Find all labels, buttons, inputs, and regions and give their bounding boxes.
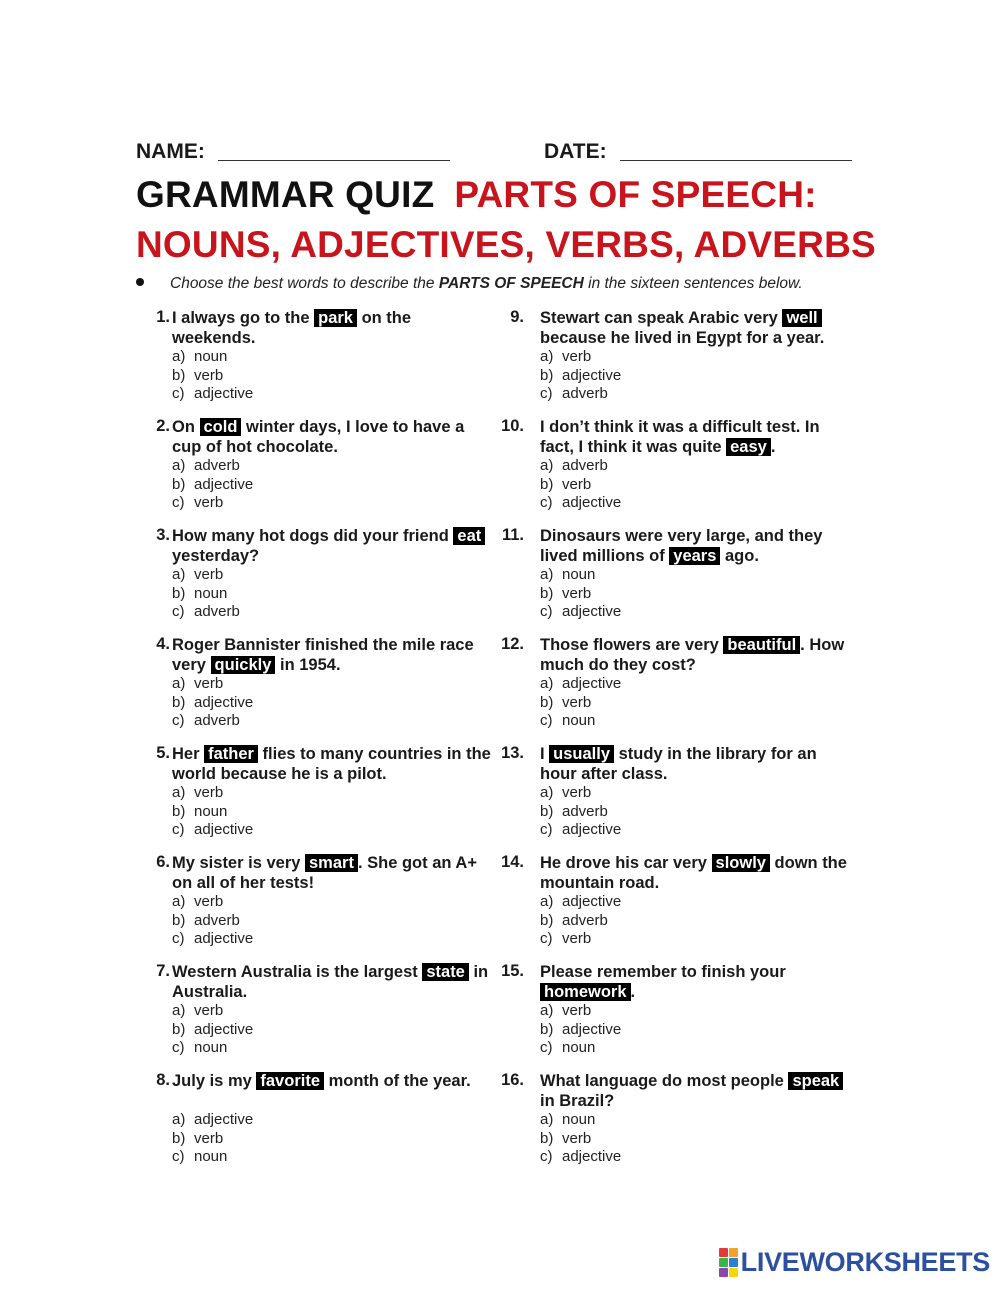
highlighted-word: smart (305, 854, 358, 872)
question-number: 14. (501, 853, 524, 871)
logo-block (719, 1248, 728, 1257)
question-text (540, 853, 850, 893)
answer-options (172, 457, 253, 513)
question-number: 13. (501, 744, 524, 762)
question-text-segment: Those flowers are very (540, 636, 724, 654)
question-text-segment: yesterday? (172, 547, 260, 565)
answer-options (540, 1111, 621, 1167)
highlighted-word: park (314, 309, 357, 327)
question-text (172, 526, 492, 566)
option-letter: c) (540, 603, 553, 621)
question-text (172, 962, 492, 1002)
question-text-segment: Roger Bannister finished the mile race very (172, 636, 474, 674)
answer-option[interactable] (540, 385, 621, 404)
answer-option[interactable] (540, 912, 621, 931)
answer-option[interactable] (172, 476, 253, 495)
logo-block (719, 1268, 728, 1277)
option-text: noun (562, 1111, 596, 1128)
option-letter: b) (540, 1020, 554, 1038)
option-text: verb (194, 366, 224, 384)
answer-option[interactable] (540, 1111, 621, 1130)
option-letter: a) (172, 1002, 186, 1019)
option-text: verb (194, 1129, 224, 1147)
question-text-segment: What language do most people (540, 1072, 789, 1090)
option-letter: b) (172, 911, 186, 929)
question-text-segment: down the mountain road. (540, 854, 847, 892)
question-text (540, 962, 850, 1002)
question-text-segment: ago. (720, 547, 759, 565)
option-text: verb (194, 675, 224, 692)
option-letter: b) (540, 366, 554, 384)
question-text-segment: . (630, 983, 636, 1001)
answer-options (172, 675, 253, 731)
question-16 (494, 1071, 854, 1180)
option-letter: b) (540, 693, 554, 711)
option-text: verb (562, 1002, 592, 1019)
option-letter: a) (540, 675, 554, 692)
option-text: adjective (194, 385, 254, 403)
name-field[interactable] (218, 160, 450, 161)
answer-option[interactable] (540, 1039, 621, 1058)
option-text: noun (194, 348, 228, 365)
question-text-segment: He drove his car very (540, 854, 712, 872)
option-letter: a) (172, 348, 186, 365)
answer-option[interactable] (540, 1130, 621, 1149)
question-text-segment: July is my (172, 1072, 257, 1090)
option-text: adverb (562, 385, 608, 403)
answer-options (540, 893, 621, 949)
question-text-segment: . (770, 438, 776, 456)
highlighted-word: years (669, 547, 720, 565)
option-letter: b) (540, 911, 554, 929)
question-text-segment: study in the library for an hour after class. (540, 745, 817, 783)
question-text-segment: My sister is very (172, 854, 305, 872)
option-text: adjective (194, 930, 254, 948)
option-text: adjective (194, 1020, 254, 1038)
option-letter: b) (172, 802, 186, 820)
option-letter: a) (540, 784, 554, 801)
option-text: adverb (194, 457, 240, 474)
question-text (172, 744, 492, 784)
option-letter: a) (540, 893, 554, 910)
question-text (540, 417, 850, 457)
answer-option[interactable] (540, 1002, 621, 1021)
question-9 (494, 308, 854, 417)
option-text: verb (194, 494, 224, 512)
question-text-segment: Please remember to finish your (540, 963, 786, 981)
option-text: adjective (562, 675, 622, 692)
highlighted-word: usually (549, 745, 614, 763)
question-text-segment: I always go to the (172, 309, 315, 327)
option-text: verb (562, 584, 592, 602)
option-text: adverb (562, 802, 608, 820)
answer-option[interactable] (172, 784, 253, 803)
answer-option[interactable] (540, 803, 621, 822)
answer-option[interactable] (172, 912, 253, 931)
option-text: adjective (562, 603, 622, 621)
option-letter: b) (172, 475, 186, 493)
highlighted-word: well (782, 309, 821, 327)
question-text (172, 308, 492, 348)
question-2 (136, 417, 496, 526)
title-grammar-quiz: GRAMMAR QUIZ (136, 174, 435, 215)
option-letter: c) (540, 1148, 553, 1166)
question-number: 12. (501, 635, 524, 653)
answer-option[interactable] (540, 566, 621, 585)
question-15 (494, 962, 854, 1071)
answer-option[interactable] (172, 1002, 253, 1021)
answer-option[interactable] (172, 821, 253, 840)
answer-option[interactable] (172, 603, 240, 622)
question-number: 15. (501, 962, 524, 980)
question-number: 11. (501, 526, 524, 544)
option-text: verb (194, 893, 224, 910)
answer-option[interactable] (172, 1111, 253, 1130)
option-text: adjective (194, 475, 254, 493)
answer-option[interactable] (172, 1039, 253, 1058)
highlighted-word: slowly (712, 854, 770, 872)
answer-options (540, 784, 621, 840)
answer-options (172, 893, 253, 949)
option-text: adverb (194, 911, 240, 929)
answer-option[interactable] (540, 367, 621, 386)
question-text (172, 853, 492, 893)
answer-option[interactable] (172, 675, 253, 694)
question-14 (494, 853, 854, 962)
question-text (172, 635, 492, 675)
question-text-segment: Stewart can speak Arabic very (540, 309, 783, 327)
option-text: adjective (562, 1148, 622, 1166)
date-field[interactable] (620, 160, 852, 161)
answer-options (540, 1002, 621, 1058)
option-text: verb (562, 348, 592, 365)
question-text (540, 744, 850, 784)
question-number: 8. (156, 1071, 170, 1089)
question-text-segment: month of the year. (324, 1072, 471, 1090)
question-text-segment: . She got an A+ on all of her tests! (172, 854, 477, 892)
option-text: verb (562, 475, 592, 493)
option-text: noun (194, 1148, 228, 1166)
option-text: noun (194, 1039, 228, 1057)
question-number: 1. (156, 308, 170, 326)
name-label: NAME: (136, 140, 205, 163)
option-text: verb (194, 1002, 224, 1019)
option-letter: c) (172, 1148, 185, 1166)
option-letter: a) (172, 784, 186, 801)
option-text: adjective (194, 821, 254, 839)
question-text-segment: on the weekends. (172, 309, 412, 347)
option-letter: b) (540, 1129, 554, 1147)
question-number: 16. (501, 1071, 524, 1089)
answer-option[interactable] (172, 348, 253, 367)
option-letter: a) (540, 1111, 554, 1128)
highlighted-word: homework (540, 983, 631, 1001)
option-text: verb (562, 693, 592, 711)
option-letter: c) (172, 821, 185, 839)
instructions-before: Choose the best words to describe the (170, 275, 439, 292)
instructions-bold: PARTS OF SPEECH (438, 275, 584, 292)
option-text: verb (562, 930, 592, 948)
option-text: adverb (194, 712, 240, 730)
option-text: noun (562, 566, 596, 583)
title-parts-of-speech: PARTS OF SPEECH: (454, 174, 817, 215)
option-letter: a) (540, 1002, 554, 1019)
answer-option[interactable] (540, 930, 621, 949)
question-12 (494, 635, 854, 744)
option-letter: a) (540, 566, 554, 583)
question-text-segment: I (540, 745, 550, 763)
header-row (136, 140, 856, 168)
option-text: verb (194, 784, 224, 801)
question-text-segment: I don’t think it was a difficult test. In fact, I think it was quite (540, 418, 820, 456)
highlighted-word: easy (726, 438, 771, 456)
answer-option[interactable] (540, 784, 621, 803)
option-letter: c) (540, 494, 553, 512)
liveworksheets-logo (719, 1247, 990, 1277)
question-6 (136, 853, 496, 962)
logo-block (729, 1268, 738, 1277)
question-3 (136, 526, 496, 635)
question-number: 6. (156, 853, 170, 871)
questions-left-column (136, 308, 496, 1180)
instructions-after: in the sixteen sentences below. (583, 275, 803, 292)
page-subtitle: NOUNS, ADJECTIVES, VERBS, ADVERBS (136, 224, 876, 265)
question-text-segment: . How much do they cost? (540, 636, 845, 674)
option-letter: c) (540, 712, 553, 730)
option-text: noun (194, 584, 228, 602)
highlighted-word: father (204, 745, 258, 763)
question-number: 10. (501, 417, 524, 435)
question-7 (136, 962, 496, 1071)
highlighted-word: cold (200, 418, 242, 436)
option-letter: c) (540, 385, 553, 403)
option-letter: c) (540, 821, 553, 839)
option-text: noun (562, 712, 596, 730)
option-text: verb (562, 1129, 592, 1147)
logo-text: LIVEWORKSHEETS (740, 1246, 990, 1277)
question-number: 2. (156, 417, 170, 435)
question-text-segment: winter days, I love to have a cup of hot chocolate. (172, 418, 465, 456)
question-text-segment: flies to many countries in the world because he is a pilot. (172, 745, 491, 783)
option-letter: b) (540, 584, 554, 602)
answer-options (540, 457, 621, 513)
question-11 (494, 526, 854, 635)
question-number: 5. (156, 744, 170, 762)
question-number: 3. (156, 526, 170, 544)
option-letter: c) (540, 1039, 553, 1057)
option-letter: c) (172, 385, 185, 403)
highlighted-word: beautiful (723, 636, 800, 654)
option-text: adverb (194, 603, 240, 621)
option-text: noun (194, 802, 228, 820)
answer-option[interactable] (540, 821, 621, 840)
question-13 (494, 744, 854, 853)
date-label: DATE: (544, 140, 607, 163)
questions-right-column (494, 308, 854, 1180)
answer-option[interactable] (540, 494, 621, 513)
question-number: 9. (510, 308, 524, 326)
option-letter: a) (172, 893, 186, 910)
answer-options (172, 1111, 253, 1167)
answer-option[interactable] (172, 585, 240, 604)
answer-option[interactable] (540, 603, 621, 622)
answer-options (540, 675, 621, 731)
answer-option[interactable] (172, 712, 253, 731)
highlighted-word: eat (453, 527, 485, 545)
option-text: adjective (562, 821, 622, 839)
answer-option[interactable] (172, 1148, 253, 1167)
question-1 (136, 308, 496, 417)
option-letter: b) (172, 1129, 186, 1147)
question-text-segment: Western Australia is the largest (172, 963, 423, 981)
option-letter: a) (172, 457, 186, 474)
question-text-segment: Her (172, 745, 205, 763)
answer-option[interactable] (540, 457, 621, 476)
option-text: adjective (194, 693, 254, 711)
option-letter: a) (172, 1111, 186, 1128)
option-letter: c) (172, 494, 185, 512)
answer-option[interactable] (172, 457, 253, 476)
answer-option[interactable] (172, 1130, 253, 1149)
logo-block (729, 1248, 738, 1257)
answer-option[interactable] (172, 694, 253, 713)
option-letter: b) (172, 366, 186, 384)
question-number: 7. (156, 962, 170, 980)
answer-option[interactable] (172, 385, 253, 404)
option-letter: a) (172, 566, 186, 583)
question-8 (136, 1071, 496, 1180)
question-text-segment: On (172, 418, 200, 436)
option-letter: c) (172, 712, 185, 730)
option-letter: b) (172, 693, 186, 711)
answer-options (540, 348, 621, 404)
question-text-segment: because he lived in Egypt for a year. (540, 329, 825, 347)
answer-option[interactable] (540, 675, 621, 694)
answer-option[interactable] (540, 348, 621, 367)
answer-option[interactable] (172, 1021, 253, 1040)
option-text: adverb (562, 457, 608, 474)
option-letter: c) (540, 930, 553, 948)
option-text: adjective (562, 494, 622, 512)
answer-options (172, 1002, 253, 1058)
answer-options (172, 566, 240, 622)
option-text: verb (194, 566, 224, 583)
question-text-segment: in Brazil? (540, 1092, 615, 1110)
option-letter: b) (172, 1020, 186, 1038)
answer-option[interactable] (172, 494, 253, 513)
question-text (540, 526, 850, 566)
answer-option[interactable] (540, 585, 621, 604)
highlighted-word: state (422, 963, 469, 981)
logo-blocks-icon (719, 1248, 738, 1277)
option-text: adverb (562, 911, 608, 929)
answer-options (172, 784, 253, 840)
logo-block (719, 1258, 728, 1267)
option-text: noun (562, 1039, 596, 1057)
answer-options (172, 348, 253, 404)
logo-block (729, 1258, 738, 1267)
option-letter: a) (540, 457, 554, 474)
bullet-icon (136, 278, 144, 286)
answer-option[interactable] (540, 1021, 621, 1040)
answer-option[interactable] (172, 803, 253, 822)
answer-option[interactable] (540, 893, 621, 912)
option-letter: a) (540, 348, 554, 365)
question-text-segment: How many hot dogs did your friend (172, 527, 454, 545)
answer-option[interactable] (172, 566, 240, 585)
question-text-segment: in Australia. (172, 963, 489, 1001)
highlighted-word: quickly (211, 656, 276, 674)
question-4 (136, 635, 496, 744)
highlighted-word: favorite (256, 1072, 324, 1090)
question-text-segment: Dinosaurs were very large, and they lived millions of (540, 527, 823, 565)
option-letter: b) (172, 584, 186, 602)
option-letter: b) (540, 802, 554, 820)
answer-option[interactable] (540, 694, 621, 713)
option-text: adjective (562, 893, 622, 910)
question-text (172, 1071, 492, 1091)
highlighted-word: speak (788, 1072, 843, 1090)
option-text: adjective (194, 1111, 254, 1128)
question-text (540, 1071, 850, 1111)
option-text: adjective (562, 366, 622, 384)
option-letter: b) (540, 475, 554, 493)
question-10 (494, 417, 854, 526)
answer-options (540, 566, 621, 622)
instructions (136, 275, 803, 293)
answer-option[interactable] (540, 1148, 621, 1167)
answer-option[interactable] (540, 712, 621, 731)
question-text (172, 417, 492, 457)
question-text (540, 635, 850, 675)
page-title (136, 174, 817, 216)
question-5 (136, 744, 496, 853)
answer-option[interactable] (172, 893, 253, 912)
question-number: 4. (156, 635, 170, 653)
option-letter: a) (172, 675, 186, 692)
question-text (540, 308, 850, 348)
answer-option[interactable] (172, 930, 253, 949)
answer-option[interactable] (540, 476, 621, 495)
question-text-segment: in 1954. (275, 656, 341, 674)
option-letter: c) (172, 930, 185, 948)
option-text: adjective (562, 1020, 622, 1038)
option-letter: c) (172, 1039, 185, 1057)
answer-option[interactable] (172, 367, 253, 386)
option-text: verb (562, 784, 592, 801)
option-letter: c) (172, 603, 185, 621)
